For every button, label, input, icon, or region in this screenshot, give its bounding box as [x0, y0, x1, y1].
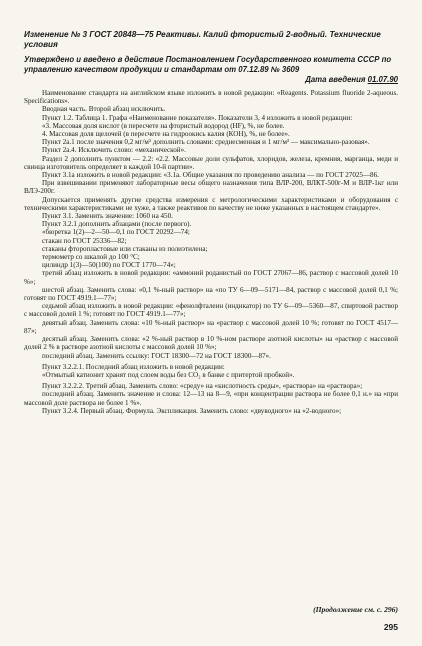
- paragraph: «Отмытый катионит хранят под слоем воды без CO₂ в банке с притертой пробкой».: [42, 370, 295, 379]
- paragraph: третий абзац изложить в новой редакции: «аммоний роданистый по ГОСТ 27067—86, раствор с массовой долей 10 %»;: [24, 269, 398, 286]
- paragraph: Раздел 2 дополнить пунктом — 2.2: «2.2. Массовые доли сульфатов, хлоридов, железа, кремния, марганца, меди и свинца изготовитель определяет в каждой 10-й партии».: [24, 154, 398, 171]
- paragraph: «бюретка 1(2)—2—50—0,1 по ГОСТ 20292—74;: [42, 228, 190, 237]
- effective-date-line: [24, 74, 398, 85]
- page-number: 295: [383, 622, 398, 632]
- paragraph: Пункт 3.2.2.2. Третий абзац. Заменить слово: «среду» на «кислотность среды», «раствора» на «раствора»;: [42, 382, 363, 391]
- paragraph: цилиндр 1(3)—50(100) по ГОСТ 1770—74»;: [42, 261, 176, 270]
- paragraph: Пункт 2а.1 после значения 0,2 мг/м³ дополнить словами: среднесменная и 1 мг/м³ — максимально-разовая».: [42, 138, 370, 147]
- paragraph: «3. Массовая доля кислот (в пересчете на фтористый водород (HF), %, не более.: [42, 121, 285, 130]
- paragraph: Допускается применять другие средства измерения с метрологическими характеристиками и оборудования с техническими характеристиками не хуже, а также реактивов по качеству не ниже указанных в настоящем стандарте».: [24, 195, 398, 212]
- paragraph: последний абзац. Заменить значение и слова: 12—13 на 8—9, «при концентрации раствора не более 0,1 н.» на «при массовой доле раствора не более 1 %».: [24, 390, 398, 407]
- paragraph: Пункт 3.1а изложить в новой редакции: «3.1а. Общие указания по проведению анализа — по ГОСТ 27025—86.: [42, 171, 379, 180]
- paragraph: девятый абзац. Заменить слова: «10 %-ный раствор» на «раствор с массовой долей 10 %; готовят по ГОСТ 4517—87»;: [24, 318, 398, 335]
- paragraph: шестой абзац. Заменить слова: «0,1 %-ный раствор» на «по ТУ 6—09—5171—84, раствор с массовой долей 0,1 %; готовят по ГОСТ 4919.1—77»;: [24, 285, 398, 303]
- paragraph: седьмой абзац изложить в новой редакции: «фенолфталеин (индикатор) по ТУ 6—09—5360—87, спиртовой раствор с массовой долей 1 %; готовят по ГОСТ 4919.1—77»;: [24, 302, 398, 319]
- paragraph: Пункт 1.2. Таблица 1. Графа «Наименование показателя». Показатели 3, 4 изложить в новой редакции:: [42, 113, 353, 122]
- paragraph: Пункт 3.2.4. Первый абзац. Формула. Экспликация. Заменить слово: «двуводного» на «2-водного»;: [42, 406, 342, 415]
- paragraph: Наименование стандарта на английском языке изложить в новой редакции: «Reagents. Potassium fluoride 2-aqueous. Specifications».: [24, 89, 398, 106]
- approval-statement: Утверждено и введено в действие Постановлением Государственного комитета СССР по управлению качеством продукции и стандартам от 07.12.89 № 3609: [24, 55, 392, 74]
- paragraph: Пункт 2а.4. Исключить слово: «механической».: [42, 146, 186, 155]
- paragraph: термометр со шкалой до 100 °С;: [42, 253, 140, 262]
- paragraph: десятый абзац. Заменить слова: «2 %-ный раствор в 10 %-ном растворе азотной кислоты» на «раствор с массовой долей 2 % в растворе азотной кислоты с массовой долей 10 %»;: [24, 335, 398, 352]
- paragraph: последний абзац. Заменить ссылку: ГОСТ 18300—72 на ГОСТ 18300—87».: [42, 351, 271, 360]
- paragraph: Пункт 3.1. Заменить значение: 1060 на 450.: [42, 212, 173, 221]
- paragraph: стакан по ГОСТ 25336—82;: [42, 236, 127, 245]
- paragraph: Пункт 3.2.1 дополнить абзацами (после первого).: [42, 220, 192, 229]
- paragraph: 4. Массовая доля щелочей (в пересчете на гидроокись калия (КОН), %, не более».: [42, 130, 290, 139]
- paragraph: Пункт 3.2.2.1. Последний абзац изложить в новой редакции:: [42, 362, 225, 371]
- amendment-title: Изменение № 3 ГОСТ 20848—75 Реактивы. Калий фтористый 2-водный. Технические условия: [24, 30, 381, 49]
- effective-date-label: Дата введения: [305, 75, 366, 84]
- paragraph: Вводная часть. Второй абзац исключить.: [42, 105, 166, 114]
- continuation-note: (Продолжение см. с. 296): [313, 605, 398, 614]
- effective-date-value: 01.07.90: [367, 75, 398, 84]
- document-body: [24, 89, 398, 415]
- paragraph: стаканы фторопластовые или стаканы из полиэтилена;: [42, 244, 208, 253]
- paragraph: При взвешивании применяют лабораторные весы общего назначения типа ВЛР-200, ВЛКТ-500г-М и ВЛР-1кг или ВЛЭ-200г.: [24, 179, 398, 196]
